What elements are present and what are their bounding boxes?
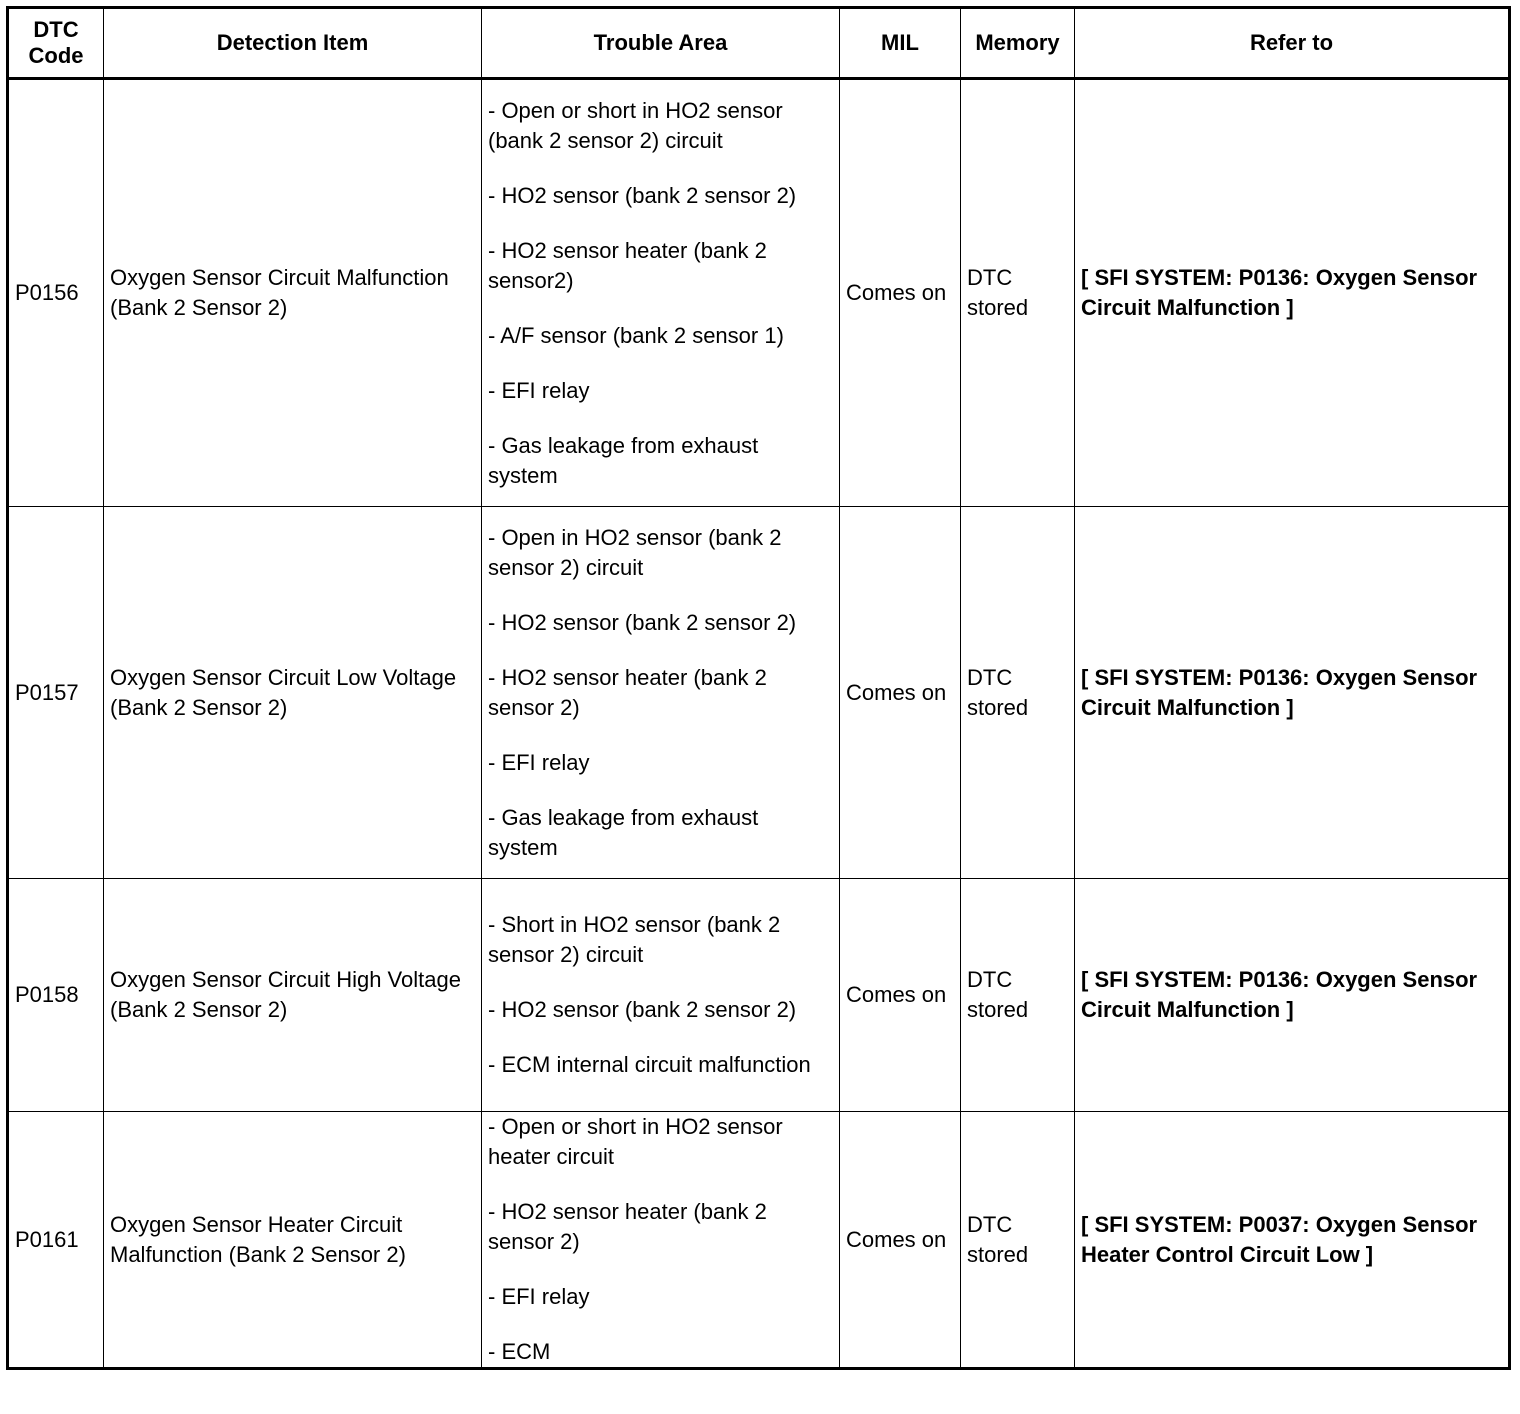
memory-cell: DTC stored xyxy=(961,507,1075,879)
header-refer-to: Refer to xyxy=(1075,8,1510,79)
refer-to-link[interactable]: [ SFI SYSTEM: P0136: Oxygen Sensor Circuit Malfunction ] xyxy=(1075,79,1510,507)
mil-cell: Comes on xyxy=(840,879,961,1112)
header-detection-item: Detection Item xyxy=(104,8,482,79)
table-row xyxy=(8,507,1510,879)
trouble-area-item: - Open or short in HO2 sensor heater circuit xyxy=(488,1114,783,1169)
header-dtc-code xyxy=(8,8,104,79)
trouble-area-item: - EFI relay xyxy=(488,749,590,775)
trouble-area-item: - EFI relay xyxy=(488,1284,590,1309)
table-row xyxy=(8,79,1510,507)
dtc-code-cell: P0158 xyxy=(8,879,104,1112)
detection-item-cell: Oxygen Sensor Circuit Malfunction (Bank 2 Sensor 2) xyxy=(104,79,482,507)
trouble-area-item: - Gas leakage from exhaust system xyxy=(488,804,759,860)
table-row xyxy=(8,1112,1510,1369)
mil-cell: Comes on xyxy=(840,79,961,507)
trouble-area-item: - A/F sensor (bank 2 sensor 1) xyxy=(488,322,784,348)
trouble-area-cell xyxy=(482,79,840,507)
header-dtc-code-line1: DTC xyxy=(33,17,79,42)
refer-to-link[interactable]: [ SFI SYSTEM: P0037: Oxygen Sensor Heater Control Circuit Low ] xyxy=(1075,1112,1510,1369)
trouble-area-item: - HO2 sensor (bank 2 sensor 2) xyxy=(488,609,797,635)
trouble-area-item: - Gas leakage from exhaust system xyxy=(488,432,759,488)
header-trouble-area: Trouble Area xyxy=(482,8,840,79)
trouble-area-item: - Open or short in HO2 sensor (bank 2 sensor 2) circuit xyxy=(488,97,783,153)
trouble-area-cell xyxy=(482,507,840,879)
mil-cell: Comes on xyxy=(840,507,961,879)
mil-cell: Comes on xyxy=(840,1112,961,1369)
dtc-code-cell: P0161 xyxy=(8,1112,104,1369)
trouble-area-item: - HO2 sensor (bank 2 sensor 2) xyxy=(488,997,797,1022)
refer-to-link[interactable]: [ SFI SYSTEM: P0136: Oxygen Sensor Circuit Malfunction ] xyxy=(1075,879,1510,1112)
trouble-area-cell xyxy=(482,1112,840,1369)
trouble-area-item: - HO2 sensor heater (bank 2 sensor2) xyxy=(488,237,767,293)
detection-item-cell: Oxygen Sensor Circuit High Voltage (Bank 2 Sensor 2) xyxy=(104,879,482,1112)
trouble-area-item: - EFI relay xyxy=(488,377,590,403)
trouble-area-item: - HO2 sensor heater (bank 2 sensor 2) xyxy=(488,664,767,720)
trouble-area-item: - ECM internal circuit malfunction xyxy=(488,1052,811,1077)
header-dtc-code-line2: Code xyxy=(28,43,84,68)
refer-to-link[interactable]: [ SFI SYSTEM: P0136: Oxygen Sensor Circuit Malfunction ] xyxy=(1075,507,1510,879)
dtc-code-cell: P0156 xyxy=(8,79,104,507)
trouble-area-item: - HO2 sensor (bank 2 sensor 2) xyxy=(488,182,797,208)
trouble-area-item: - Open in HO2 sensor (bank 2 sensor 2) circuit xyxy=(488,524,782,580)
trouble-area-item: - Short in HO2 sensor (bank 2 sensor 2) circuit xyxy=(488,912,781,967)
detection-item-cell: Oxygen Sensor Heater Circuit Malfunction (Bank 2 Sensor 2) xyxy=(104,1112,482,1369)
trouble-area-item: - HO2 sensor heater (bank 2 sensor 2) xyxy=(488,1199,767,1254)
header-mil: MIL xyxy=(840,8,961,79)
header-row xyxy=(8,8,1510,79)
table-row xyxy=(8,879,1510,1112)
trouble-area-cell xyxy=(482,879,840,1112)
memory-cell: DTC stored xyxy=(961,879,1075,1112)
dtc-table xyxy=(6,6,1511,1370)
trouble-area-item: - ECM xyxy=(488,1339,551,1364)
memory-cell: DTC stored xyxy=(961,79,1075,507)
memory-cell: DTC stored xyxy=(961,1112,1075,1369)
detection-item-cell: Oxygen Sensor Circuit Low Voltage (Bank 2 Sensor 2) xyxy=(104,507,482,879)
dtc-code-cell: P0157 xyxy=(8,507,104,879)
header-memory: Memory xyxy=(961,8,1075,79)
